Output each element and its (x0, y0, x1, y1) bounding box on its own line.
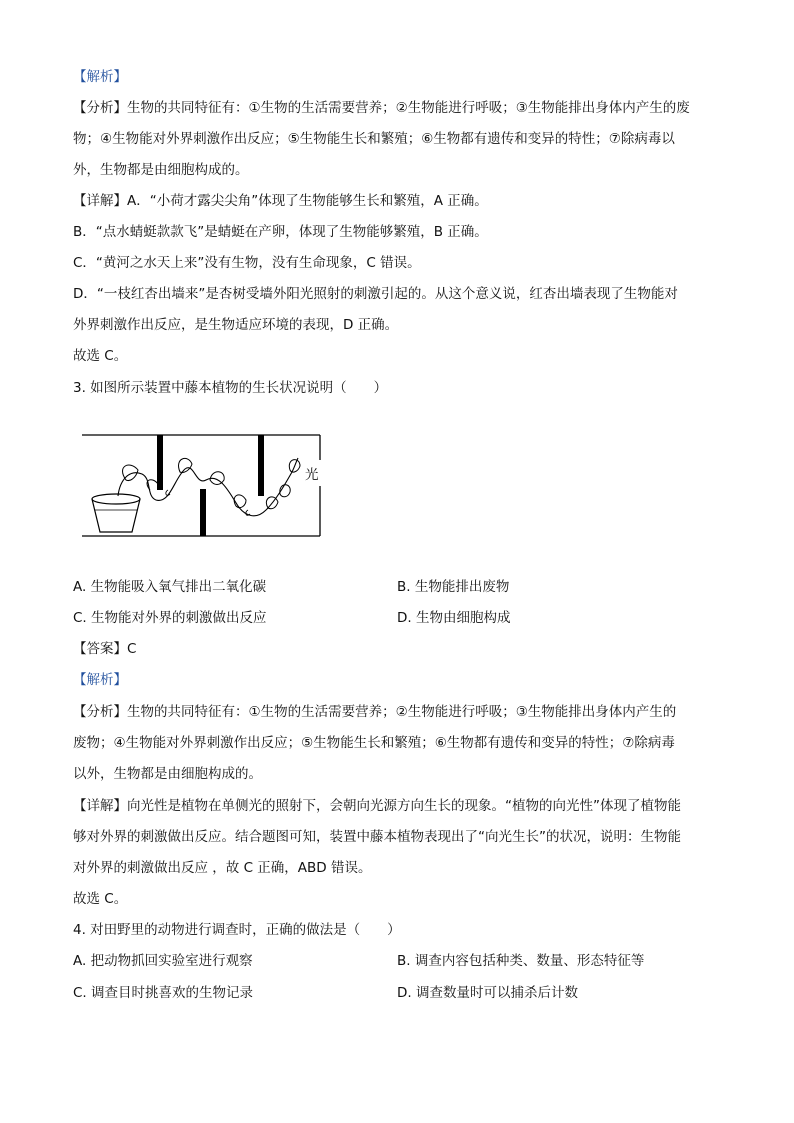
q3-analysis-line-2: 废物；④生物能对外界刺激作出反应；⑤生物能生长和繁殖；⑥生物都有遗传和变异的特性；⑦除病毒 (73, 735, 675, 751)
q2-analysis-line-2: 物；④生物能对外界刺激作出反应；⑤生物能生长和繁殖；⑥生物都有遗传和变异的特性；⑦除病毒以 (73, 131, 675, 147)
q3-option-c: C. 生物能对外界的刺激做出反应 (73, 610, 267, 626)
q2-detail-line-4: D．“一枝红杏出墙来”是杏树受墙外阳光照射的刺激引起的。从这个意义说，红杏出墙表现了生物能对 (73, 286, 678, 302)
q2-detail-line-3: C．“黄河之水天上来”没有生物，没有生命现象，C 错误。 (73, 255, 421, 271)
light-label: 光 (305, 467, 319, 483)
q2-analysis-line-1: 【分析】生物的共同特征有：①生物的生活需要营养；②生物能进行呼吸；③生物能排出身体内产生的废 (73, 100, 690, 116)
q3-answer: 【答案】C (73, 641, 137, 657)
q3-analysis-line-3: 以外，生物都是由细胞构成的。 (73, 766, 262, 782)
q2-conclusion: 故选 C。 (73, 348, 128, 364)
q3-option-a: A. 生物能吸入氧气排出二氧化碳 (73, 579, 267, 595)
q4-option-c: C. 调查目时挑喜欢的生物记录 (73, 985, 254, 1001)
q4-option-d: D. 调查数量时可以捕杀后计数 (397, 985, 578, 1001)
q4-stem: 4. 对田野里的动物进行调查时，正确的做法是（ ） (73, 922, 401, 938)
q3-conclusion: 故选 C。 (73, 891, 128, 907)
q3-detail-line-1: 【详解】向光性是植物在单侧光的照射下，会朝向光源方向生长的现象。“植物的向光性”体现了植物能 (73, 798, 681, 814)
q4-option-a: A. 把动物抓回实验室进行观察 (73, 953, 253, 969)
q3-stem: 3. 如图所示装置中藤本植物的生长状况说明（ ） (73, 380, 388, 396)
q2-detail-line-2: B．“点水蜻蜓款款飞”是蜻蜓在产卵，体现了生物能够繁殖，B 正确。 (73, 224, 488, 240)
q3-option-b: B. 生物能排出废物 (397, 579, 510, 595)
vine-phototropism-figure (80, 424, 325, 546)
q4-option-b: B. 调查内容包括种类、数量、形态特征等 (397, 953, 645, 969)
q2-detail-line-5: 外界刺激作出反应，是生物适应环境的表现，D 正确。 (73, 317, 399, 333)
q2-analysis-line-3: 外，生物都是由细胞构成的。 (73, 162, 249, 178)
q3-jiexi-heading: 【解析】 (73, 672, 127, 688)
jiexi-heading: 【解析】 (73, 69, 127, 85)
q3-option-d: D. 生物由细胞构成 (397, 610, 511, 626)
q3-analysis-line-1: 【分析】生物的共同特征有：①生物的生活需要营养；②生物能进行呼吸；③生物能排出身体内产生的 (73, 704, 677, 720)
q3-detail-line-2: 够对外界的刺激做出反应。结合题图可知，装置中藤本植物表现出了“向光生长”的状况，说明：生物能 (73, 829, 681, 845)
q2-detail-line-1: 【详解】A．“小荷才露尖尖角”体现了生物能够生长和繁殖，A 正确。 (73, 193, 488, 209)
q3-detail-line-3: 对外界的刺激做出反应 ，故 C 正确，ABD 错误。 (73, 860, 372, 876)
